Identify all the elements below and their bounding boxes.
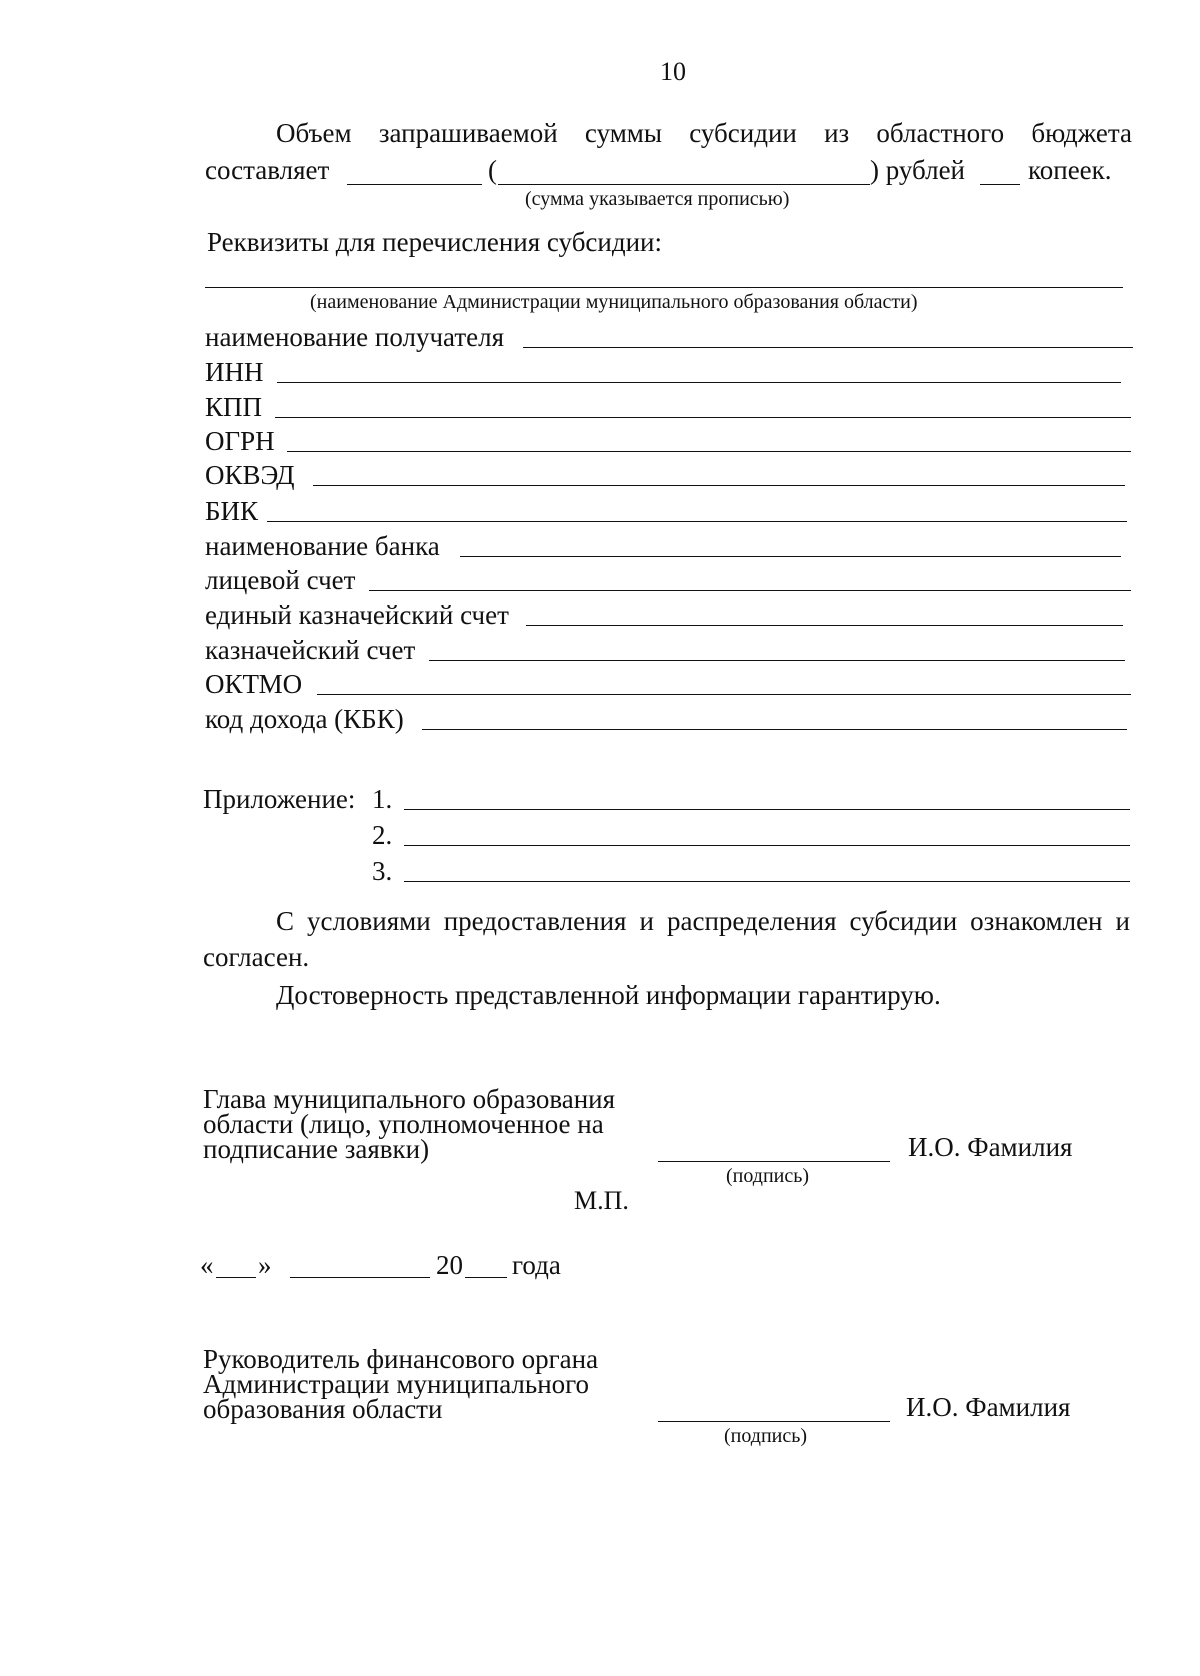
- date-year-field[interactable]: [465, 1277, 507, 1278]
- field-label: ОКТМО: [205, 669, 303, 699]
- field-label: наименование банка: [205, 531, 440, 561]
- kpp-input[interactable]: [275, 417, 1131, 418]
- inn-input[interactable]: [277, 382, 1121, 383]
- seal-label: М.П.: [574, 1186, 629, 1215]
- amount-prefix-text: составляет: [205, 155, 330, 185]
- guarantee-text: Достоверность представленной информации гарантирую.: [276, 980, 941, 1010]
- field-personal-account: [205, 563, 1131, 595]
- okved-input[interactable]: [313, 485, 1125, 486]
- field-unified-treasury-account: [205, 598, 1123, 630]
- date-close-quote: »: [258, 1250, 272, 1280]
- treasury-account-input[interactable]: [429, 660, 1125, 661]
- bank-name-input[interactable]: [460, 556, 1121, 557]
- attachment-number-1: 1.: [372, 784, 393, 814]
- unified-treasury-account-input[interactable]: [526, 625, 1123, 626]
- field-ogrn: [205, 424, 1131, 456]
- field-recipient-name: [205, 320, 1133, 352]
- signer1-title-line: Глава муниципального образования: [203, 1084, 616, 1114]
- field-label: ИНН: [205, 357, 264, 387]
- attachment-number-3: 3.: [372, 856, 393, 886]
- amount-open-paren: (: [488, 155, 497, 185]
- amount-words-field[interactable]: [498, 184, 870, 185]
- personal-account-input[interactable]: [369, 590, 1131, 591]
- amount-number-field[interactable]: [347, 184, 482, 185]
- field-label: лицевой счет: [205, 565, 356, 595]
- page-number: 10: [660, 57, 686, 86]
- attachment-3-input[interactable]: [404, 881, 1130, 882]
- field-label: ОКВЭД: [205, 460, 295, 490]
- field-label: КПП: [205, 392, 263, 422]
- field-inn: [205, 355, 1121, 387]
- signer1-title-line: области (лицо, уполномоченное на: [203, 1109, 604, 1139]
- field-treasury-account: [205, 633, 1125, 665]
- date-day-field[interactable]: [216, 1277, 256, 1278]
- attachment-1-input[interactable]: [404, 809, 1130, 810]
- signer2-title-line: Руководитель финансового органа: [203, 1344, 599, 1374]
- kbk-input[interactable]: [422, 729, 1127, 730]
- bik-input[interactable]: [267, 521, 1127, 522]
- attachment-number-2: 2.: [372, 820, 393, 850]
- amount-rubles-text: ) рублей: [870, 155, 966, 185]
- field-bank-name: [205, 529, 1121, 561]
- field-label: ОГРН: [205, 426, 275, 456]
- date-month-field[interactable]: [290, 1277, 430, 1278]
- field-oktmo: [205, 667, 1131, 699]
- requisites-heading: Реквизиты для перечисления субсидии:: [207, 227, 663, 257]
- admin-name-field[interactable]: [205, 287, 1123, 288]
- amount-kopecks-field[interactable]: [980, 184, 1020, 185]
- field-label: код дохода (КБК): [205, 704, 404, 734]
- agreement-text-end: согласен.: [203, 942, 310, 972]
- signer1-title: [203, 1084, 616, 1164]
- agreement-text: С условиями предоставления и распределения субсидии ознакомлен и: [276, 906, 1130, 936]
- signer2-title: [203, 1344, 599, 1424]
- attachment-2-input[interactable]: [404, 845, 1130, 846]
- signer1-signature-hint: (подпись): [726, 1165, 810, 1187]
- signer2-name: И.О. Фамилия: [906, 1392, 1071, 1422]
- date-year-word: года: [512, 1250, 561, 1280]
- signer1-signature-field[interactable]: [658, 1161, 890, 1162]
- recipient-name-input[interactable]: [523, 347, 1133, 348]
- amount-kopecks-text: копеек.: [1028, 155, 1112, 185]
- ogrn-input[interactable]: [287, 451, 1131, 452]
- field-label: единый казначейский счет: [205, 600, 509, 630]
- signer2-signature-hint: (подпись): [724, 1425, 808, 1447]
- admin-name-hint: (наименование Администрации муниципального образования области): [310, 291, 918, 313]
- date-open-quote: «: [200, 1250, 214, 1280]
- field-label: казначейский счет: [205, 635, 416, 665]
- signer1-title-line: подписание заявки): [203, 1134, 430, 1164]
- signer2-title-line: образования области: [203, 1394, 443, 1424]
- signer1-name: И.О. Фамилия: [908, 1132, 1073, 1162]
- field-label: БИК: [205, 496, 259, 526]
- field-label: наименование получателя: [205, 322, 505, 352]
- field-kpp: [205, 390, 1131, 422]
- oktmo-input[interactable]: [317, 694, 1131, 695]
- field-bik: [205, 494, 1127, 526]
- amount-intro-text: Объем запрашиваемой суммы субсидии из областного бюджета: [276, 118, 1132, 148]
- field-okved: [205, 458, 1125, 490]
- signer2-signature-field[interactable]: [658, 1421, 890, 1422]
- date-year-prefix: 20: [436, 1250, 463, 1280]
- amount-hint: (сумма указывается прописью): [525, 188, 790, 210]
- field-kbk: [205, 702, 1127, 734]
- signer2-title-line: Администрации муниципального: [203, 1369, 590, 1399]
- attachments-label: Приложение:: [203, 784, 356, 814]
